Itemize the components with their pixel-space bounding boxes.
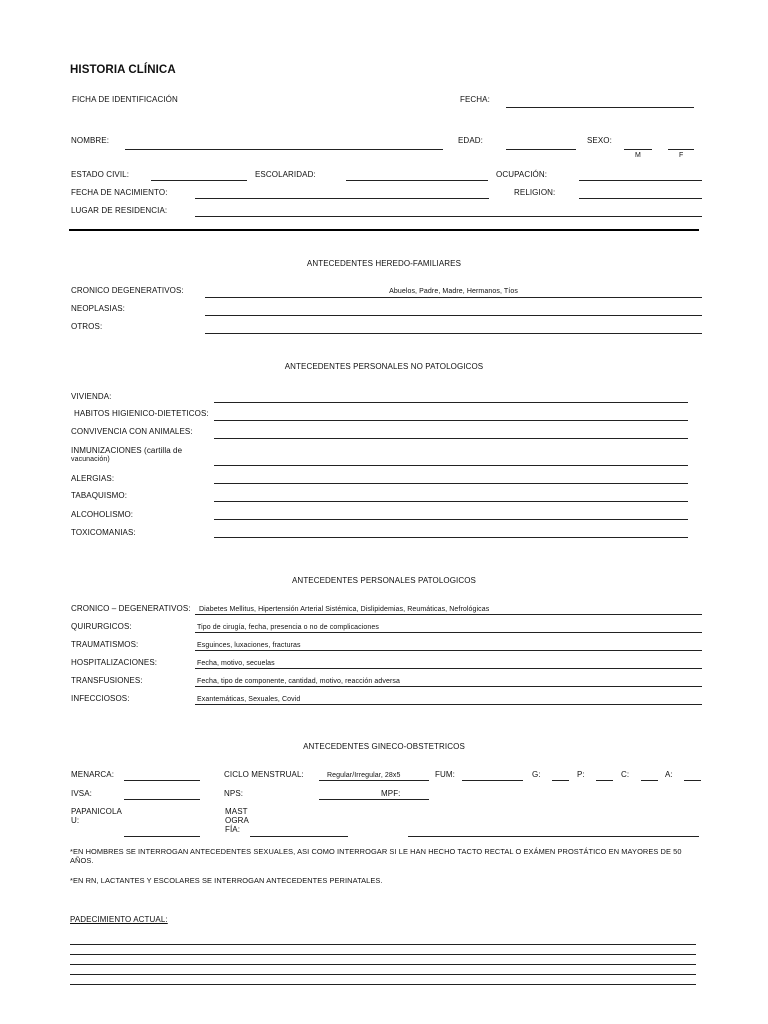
estado-civil-field[interactable] [151,180,247,181]
sexo-f-field[interactable] [668,149,694,150]
sexo-m-field[interactable] [624,149,652,150]
infecciosos-field[interactable] [195,704,702,705]
ciclo-label: CICLO MENSTRUAL: [224,770,304,779]
mastografia-label-3: FÍA: [225,825,241,834]
quirurgicos-label: QUIRURGICOS: [71,622,132,631]
g-field[interactable] [552,780,569,781]
alergias-label: ALERGIAS: [71,474,115,483]
padecimiento-line-4[interactable] [70,974,696,975]
patologicos-heading: ANTECEDENTES PERSONALES PATOLOGICOS [292,576,476,585]
p-field[interactable] [596,780,613,781]
inmunizaciones-label-1: INMUNIZACIONES (cartilla de [71,446,183,455]
traumatismos-hint: Esguinces, luxaciones, fracturas [197,642,301,649]
nombre-field[interactable] [125,149,443,150]
papanicolau-label-1: PAPANICOLA [71,807,122,816]
sexo-label: SEXO: [587,136,612,145]
padecimiento-line-3[interactable] [70,964,696,965]
note-hombres-line-1: *EN HOMBRES SE INTERROGAN ANTECEDENTES SEXUALES, ASI COMO INTERROGAR SI LE HAN HECHO TACTO RECTAL O EXÁMEN PROSTÁTICO EN MAYORES DE 50 [70,847,682,856]
tabaquismo-label: TABAQUISMO: [71,491,128,500]
c-field[interactable] [641,780,658,781]
lugar-residencia-label: LUGAR DE RESIDENCIA: [71,206,168,215]
hospitalizaciones-label: HOSPITALIZACIONES: [71,658,158,667]
vivienda-field[interactable] [214,402,688,403]
ficha-label: FICHA DE IDENTIFICACIÓN [72,95,178,104]
ivsa-label: IVSA: [71,789,92,798]
ocupacion-field[interactable] [579,180,702,181]
sexo-f-label: F [679,152,684,159]
mpf-label: MPF: [381,789,401,798]
alcoholismo-field[interactable] [214,519,688,520]
mpf-field[interactable] [408,836,699,837]
gineco-heading: ANTECEDENTES GINECO-OBSTETRICOS [303,742,465,751]
mastografia-label-1: MAST [225,807,248,816]
padecimiento-line-1[interactable] [70,944,696,945]
a-field[interactable] [684,780,701,781]
transfusiones-hint: Fecha, tipo de componente, cantidad, motivo, reacción adversa [197,678,400,685]
nombre-label: NOMBRE: [71,136,110,145]
ocupacion-label: OCUPACIÓN: [496,170,548,179]
edad-label: EDAD: [458,136,483,145]
pat-cronico-hint: Diabetes Mellitus, Hipertensión Arterial Sistémica, Dislipidemias, Reumáticas, Nefrológicas [199,606,490,613]
traumatismos-label: TRAUMATISMOS: [71,640,139,649]
no-patologicos-heading: ANTECEDENTES PERSONALES NO PATOLOGICOS [284,362,484,371]
quirurgicos-hint: Tipo de cirugía, fecha, presencia o no de complicaciones [197,624,379,631]
menarca-label: MENARCA: [71,770,115,779]
otros-field[interactable] [205,333,702,334]
padecimiento-heading: PADECIMIENTO ACTUAL: [70,915,168,924]
fum-label: FUM: [435,770,455,779]
religion-label: RELIGION: [514,188,556,197]
fecha-nacimiento-label: FECHA DE NACIMIENTO: [71,188,168,197]
p-label: P: [577,770,585,779]
inmunizaciones-label-2: vacunación) [71,456,110,463]
nps-field[interactable] [319,799,429,800]
infecciosos-hint: Exantemáticas, Sexuales, Covid [197,696,301,703]
alergias-field[interactable] [214,483,688,484]
pat-cronico-label: CRONICO – DEGENERATIVOS: [71,604,191,613]
padecimiento-line-2[interactable] [70,954,696,955]
neoplasias-field[interactable] [205,315,702,316]
otros-label: OTROS: [71,322,103,331]
tabaquismo-field[interactable] [214,501,688,502]
pat-cronico-field[interactable] [195,614,702,615]
habitos-label: HABITOS HIGIENICO-DIETETICOS: [74,409,209,418]
heredo-cronico-field[interactable] [205,297,702,298]
note-hombres-line-2: AÑOS. [70,856,94,865]
alcoholismo-label: ALCOHOLISMO: [71,510,134,519]
fum-field[interactable] [462,780,523,781]
vivienda-label: VIVIENDA: [71,392,112,401]
note-perinatales: *EN RN, LACTANTES Y ESCOLARES SE INTERROGAN ANTECEDENTES PERINATALES. [70,876,383,885]
page-title: HISTORIA CLÍNICA [70,64,176,76]
neoplasias-label: NEOPLASIAS: [71,304,126,313]
mastografia-field[interactable] [250,836,348,837]
a-label: A: [665,770,673,779]
ciclo-field[interactable] [319,780,429,781]
papanicolau-label-2: U: [71,816,80,825]
g-label: G: [532,770,541,779]
mastografia-label-2: OGRA [225,816,249,825]
fecha-field[interactable] [506,107,694,108]
toxicomanias-label: TOXICOMANIAS: [71,528,136,537]
transfusiones-field[interactable] [195,686,702,687]
papanicolau-field[interactable] [124,836,200,837]
hospitalizaciones-hint: Fecha, motivo, secuelas [197,660,275,667]
sexo-m-label: M [635,152,641,159]
convivencia-label: CONVIVENCIA CON ANIMALES: [71,427,193,436]
inmunizaciones-field[interactable] [214,465,688,466]
hospitalizaciones-field[interactable] [195,668,702,669]
ivsa-field[interactable] [124,799,200,800]
toxicomanias-field[interactable] [214,537,688,538]
quirurgicos-field[interactable] [195,632,702,633]
escolaridad-label: ESCOLARIDAD: [255,170,316,179]
menarca-field[interactable] [124,780,200,781]
convivencia-field[interactable] [214,438,688,439]
fecha-label: FECHA: [460,95,490,104]
religion-field[interactable] [579,198,702,199]
c-label: C: [621,770,630,779]
heredo-cronico-hint: Abuelos, Padre, Madre, Hermanos, Tíos [389,288,518,295]
estado-civil-label: ESTADO CIVIL: [71,170,130,179]
transfusiones-label: TRANSFUSIONES: [71,676,143,685]
infecciosos-label: INFECCIOSOS: [71,694,130,703]
heredo-cronico-label: CRONICO DEGENERATIVOS: [71,286,184,295]
escolaridad-field[interactable] [346,180,488,181]
ciclo-hint: Regular/Irregular, 28x5 [327,772,401,779]
traumatismos-field[interactable] [195,650,702,651]
nps-label: NPS: [224,789,244,798]
padecimiento-line-5[interactable] [70,984,696,985]
habitos-field[interactable] [214,420,688,421]
heredo-heading: ANTECEDENTES HEREDO-FAMILIARES [306,259,462,268]
lugar-residencia-field[interactable] [195,216,702,217]
edad-field[interactable] [506,149,576,150]
section-divider [69,229,699,231]
fecha-nacimiento-field[interactable] [195,198,489,199]
